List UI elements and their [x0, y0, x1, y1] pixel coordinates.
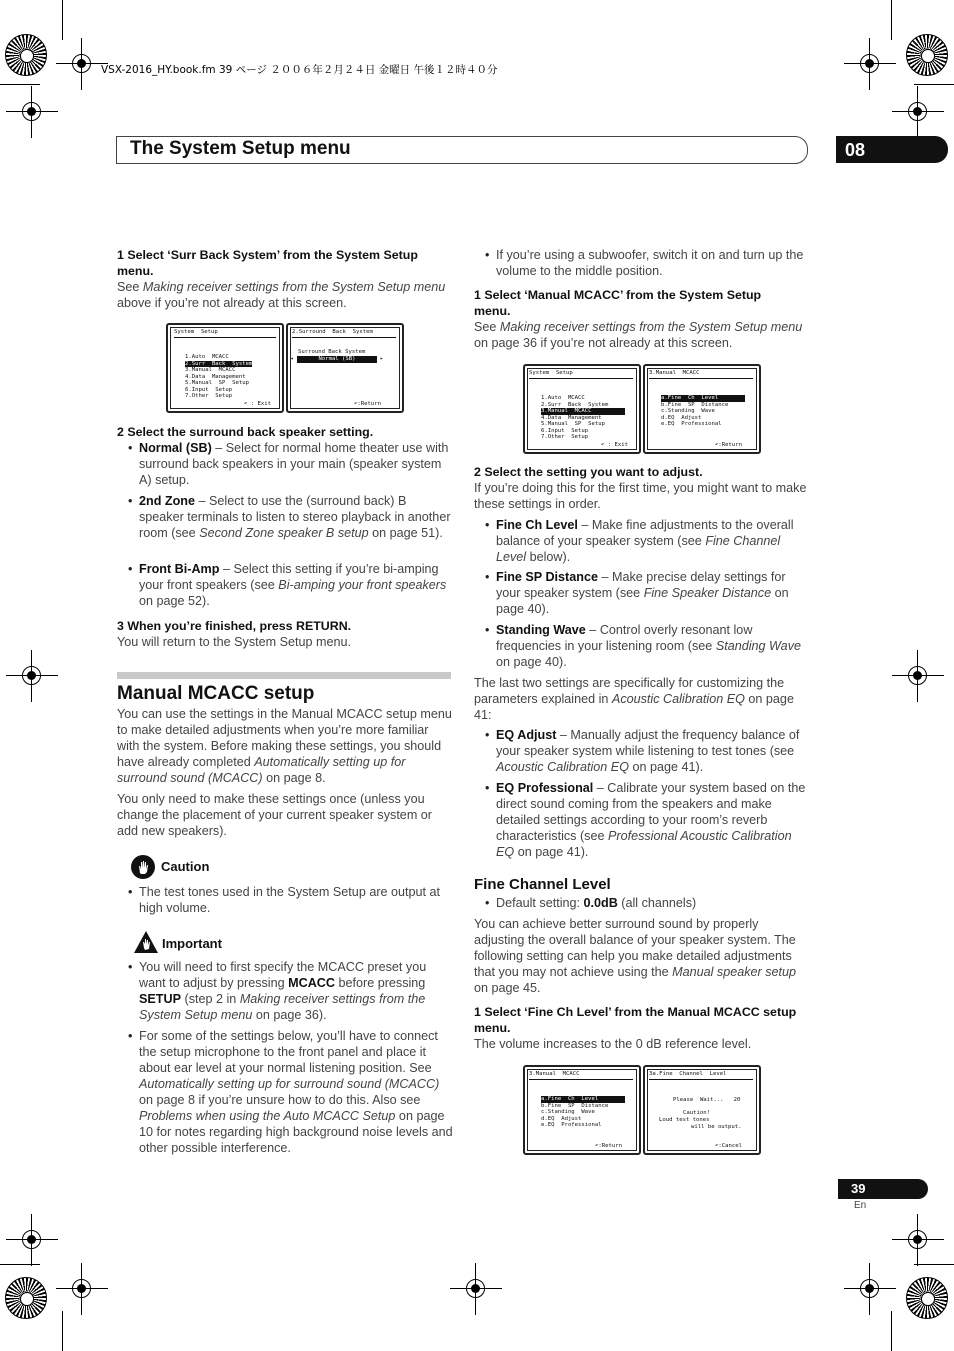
- list-item: • The test tones used in the System Setup are output at high volume.: [128, 885, 441, 915]
- osd-screen-surround-back-system: 2.Surround Back System Surround Back System Normal (SB) ◂ ▸ ↶:Return: [286, 323, 404, 413]
- osd-screen-fine-channel-level: 3a.Fine Channel Level Please Wait... 20 Caution! Loud test tones will be output. ↶:Cancel: [643, 1065, 761, 1155]
- crop-line: [914, 84, 954, 85]
- osd-footer: :Return: [718, 442, 742, 448]
- osd-screen-manual-mcacc: 3.Manual MCACC a.Fine Ch Level b.Fine SP Distance c.Standing Wave d.EQ Adjust e.EQ Professional ↶:Return: [523, 1065, 641, 1155]
- registration-sunburst-top-right: [906, 34, 948, 76]
- crosshair-mark: [464, 1277, 488, 1301]
- crop-line: [0, 84, 40, 85]
- osd-menu: 1.Auto MCACC 2.Surr Back System 3.Manual MCACC 4.Data Management 5.Manual SP Setup 6.Input Setup 7.Other Setup: [185, 354, 253, 399]
- crosshair-mark: [906, 100, 930, 124]
- important-warning-icon: [133, 930, 159, 954]
- step-2-title: 2 Select the surround back speaker setting.: [117, 425, 374, 439]
- list-item: • Normal (SB) – Select for normal home theater use with surround back speakers in your main (speaker system A) setup.: [128, 441, 449, 487]
- crop-line: [0, 1264, 40, 1265]
- list-item: • Standing Wave – Control overly resonant low frequencies in your listening room (see Standing Wave on page 40).: [485, 623, 801, 669]
- list-item: • You will need to first specify the MCACC preset you want to adjust by pressing MCACC before pressing SETUP (step 2 in Making receiver settings from the System Setup menu on page 36).: [128, 960, 427, 1022]
- list-item: • Fine Ch Level – Make fine adjustments to the overall balance of your speaker system (see Fine Channel Level below).: [485, 518, 794, 564]
- step-1-title: 1 Select ‘Manual MCACC’ from the System Setup menu.: [474, 288, 762, 318]
- osd-title: 3.Manual MCACC: [649, 370, 700, 376]
- osd-screen-system-setup: System Setup 1.Auto MCACC 2.Surr Back System 3.Manual MCACC 4.Data Management 5.Manual SP Setup 6.Input Setup 7.Other Setup ↶ : Exit: [523, 364, 641, 454]
- osd-footer: : Exit: [607, 442, 628, 448]
- osd-title: 3a.Fine Channel Level: [649, 1071, 727, 1077]
- osd-menu: 1.Auto MCACC 2.Surr Back System 3.Manual MCACC 4.Data Management 5.Manual SP Setup 6.Input Setup 7.Other Setup: [541, 382, 625, 454]
- print-header-line: VSX-2016_HY.book.fm 39 ページ ２００６年２月２４日 金曜日 午後１２時４０分: [101, 64, 498, 76]
- crop-line: [62, 0, 63, 40]
- crosshair-mark: [70, 1277, 94, 1301]
- section-title: Manual MCACC setup: [117, 683, 315, 704]
- step-1-title: 1 Select ‘Surr Back System’ from the System Setup menu.: [117, 248, 418, 278]
- crop-line: [62, 1311, 63, 1351]
- osd-screen-manual-mcacc: 3.Manual MCACC a.Fine Ch Level b.Fine SP Distance c.Standing Wave d.EQ Adjust e.EQ Professional ↶:Return: [643, 364, 761, 454]
- step-2-title: 2 Select the setting you want to adjust.: [474, 465, 703, 479]
- osd-selected-value: Normal (SB): [297, 356, 377, 363]
- crosshair-mark: [20, 1228, 44, 1252]
- osd-footer: :Return: [598, 1143, 622, 1149]
- crosshair-mark: [20, 100, 44, 124]
- page-number: 39: [851, 1181, 866, 1196]
- language-label: En: [854, 1200, 867, 1211]
- osd-footer: : Exit: [250, 401, 271, 407]
- subsection-title: Fine Channel Level: [474, 876, 611, 893]
- crosshair-mark: [20, 664, 44, 688]
- osd-menu: a.Fine Ch Level b.Fine SP Distance c.Standing Wave d.EQ Adjust e.EQ Professional: [661, 382, 745, 441]
- crosshair-mark: [858, 1277, 882, 1301]
- step-1-title: 1 Select ‘Fine Ch Level’ from the Manual MCACC setup menu.: [474, 1005, 797, 1035]
- page-title: The System Setup menu: [130, 138, 351, 159]
- osd-footer: :Cancel: [718, 1143, 742, 1149]
- osd-title: System Setup: [529, 370, 573, 376]
- default-setting: • Default setting: 0.0dB (all channels): [485, 896, 697, 910]
- osd-footer: :Return: [357, 401, 381, 407]
- crop-line: [891, 1311, 892, 1351]
- crosshair-mark: [858, 52, 882, 76]
- crosshair-mark: [906, 1228, 930, 1252]
- step-1-text: See Making receiver settings from the System Setup menu on page 36 if you’re not already at this screen.: [474, 320, 803, 350]
- osd-screen-system-setup: System Setup 1.Auto MCACC 2.Surr Back System 3.Manual MCACC 4.Data Management 5.Manual SP Setup 6.Input Setup 7.Other Setup ↶ : Exit: [166, 323, 284, 413]
- crop-line: [914, 1264, 954, 1265]
- paragraph: You can achieve better surround sound by properly adjusting the overall balance of your speaker system. The following setting can help you make detailed adjustments that you may not achieve using the Manual speaker setup on page 45.: [474, 917, 797, 995]
- paragraph: The last two settings are specifically for customizing the parameters explained in Acoustic Calibration EQ on page 41:: [474, 676, 794, 722]
- registration-sunburst-top-left: [5, 34, 47, 76]
- crop-line: [891, 0, 892, 40]
- osd-title: 3.Manual MCACC: [529, 1071, 580, 1077]
- caution-title: Caution: [161, 859, 210, 874]
- step-1-text: The volume increases to the 0 dB reference level.: [474, 1037, 752, 1051]
- caution-hand-icon: [131, 855, 155, 879]
- step-3-title: 3 When you’re finished, press RETURN.: [117, 619, 352, 633]
- list-item: • For some of the settings below, you’ll have to connect the setup microphone to the front panel and place it about ear level at your normal listening position. See Automatically setting up for surround sound (MCACC) on page 8 if you’re unsure how to do this. Also see Problems when using the Auto MCACC Setup on page 10 for notes regarding high background noise levels and other possible interference.: [128, 1029, 453, 1155]
- important-title: Important: [162, 936, 222, 951]
- list-item: • If you’re using a subwoofer, switch it on and turn up the volume to the middle position.: [485, 248, 804, 278]
- osd-title: 2.Surround Back System: [292, 329, 373, 335]
- list-item: • EQ Adjust – Manually adjust the frequency balance of your speaker system while listening to test tones (see Acoustic Calibration EQ on page 41).: [485, 728, 800, 774]
- osd-title: System Setup: [174, 329, 218, 335]
- section-paragraph-2: You only need to make these settings once (unless you change the placement of your current speaker system or add new speakers).: [117, 792, 433, 838]
- registration-sunburst-bottom-right: [906, 1277, 948, 1319]
- section-paragraph-1: You can use the settings in the Manual MCACC setup menu to make detailed adjustments when you’re more familiar with the system. Before making these settings, you should have already completed Automatically setting up for surround sound (MCACC) on page 8.: [117, 707, 452, 785]
- crosshair-mark: [906, 664, 930, 688]
- list-item: • 2nd Zone – Select to use the (surround back) B speaker terminals to listen to stereo playback in another room (see Second Zone speaker B setup on page 51).: [128, 494, 451, 540]
- section-rule: [117, 672, 451, 679]
- list-item: • Front Bi-Amp – Select this setting if you’re bi-amping your front speakers (see Bi-amping your front speakers on page 52).: [128, 562, 447, 608]
- osd-menu: a.Fine Ch Level b.Fine SP Distance c.Standing Wave d.EQ Adjust e.EQ Professional: [541, 1083, 625, 1142]
- step-2-text: If you’re doing this for the first time, you might want to make these settings in order.: [474, 481, 807, 511]
- chapter-number: 08: [845, 140, 866, 160]
- registration-sunburst-bottom-left: [5, 1277, 47, 1319]
- crosshair-mark: [70, 52, 94, 76]
- list-item: • Fine SP Distance – Make precise delay settings for your speaker system (see Fine Speaker Distance on page 40).: [485, 570, 789, 616]
- step-3-text: You will return to the System Setup menu.: [117, 635, 352, 649]
- list-item: • EQ Professional – Calibrate your system based on the direct sound coming from the speakers and make detailed settings according to your room’s reverb characteristics (see Professional Acoustic Calibration EQ on page 41).: [485, 781, 806, 859]
- step-1-text: See Making receiver settings from the System Setup menu above if you’re not already at this screen.: [117, 280, 446, 310]
